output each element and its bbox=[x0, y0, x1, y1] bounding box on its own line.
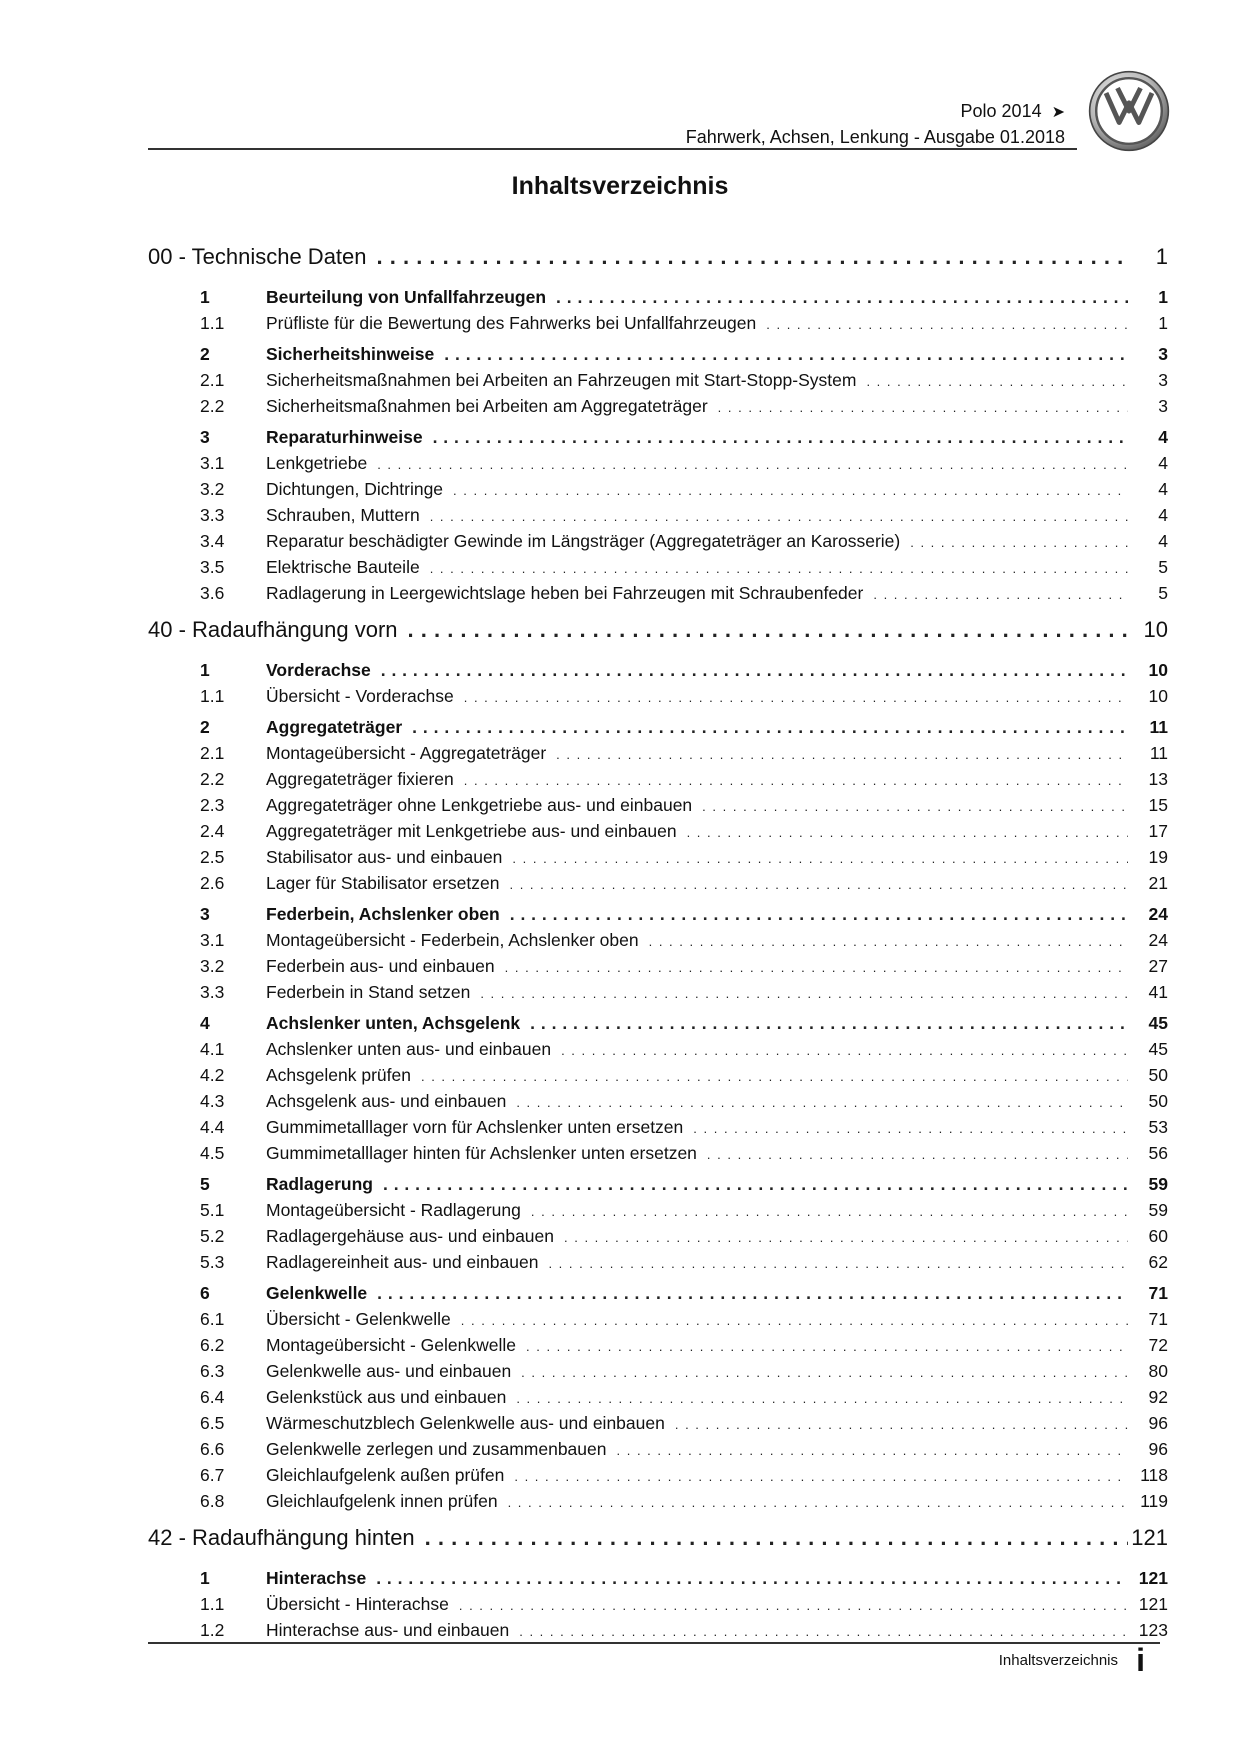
dot-leader bbox=[708, 400, 1128, 415]
toc-subsection-entry-page[interactable]: 27 bbox=[1148, 956, 1168, 976]
toc-subsection-entry[interactable] bbox=[148, 930, 1168, 956]
toc-subsection-entry[interactable] bbox=[148, 769, 1168, 795]
toc-subsection-entry-page[interactable]: 72 bbox=[1148, 1335, 1168, 1355]
dot-leader bbox=[511, 1365, 1128, 1380]
dot-leader bbox=[454, 773, 1128, 788]
toc-subsection-entry[interactable] bbox=[148, 583, 1168, 609]
dot-leader bbox=[504, 1469, 1128, 1484]
toc-subsection-entry-page[interactable]: 60 bbox=[1148, 1226, 1168, 1246]
toc-subsection-entry-number: 3.4 bbox=[200, 531, 225, 551]
toc-chapter-entry[interactable] bbox=[148, 1521, 1168, 1563]
dot-leader bbox=[499, 877, 1128, 892]
toc-subsection-entry-page[interactable]: 11 bbox=[1149, 743, 1168, 763]
toc-section-entry-title[interactable]: Hinterachse bbox=[266, 1568, 367, 1588]
toc-chapter-entry[interactable] bbox=[148, 613, 1168, 655]
footer-divider bbox=[148, 1642, 1160, 1644]
toc-subsection-entry-title[interactable]: Übersicht - Hinterachse bbox=[266, 1594, 449, 1614]
toc-chapter bbox=[148, 1521, 1168, 1646]
toc-subsection-entry-number: 6.4 bbox=[200, 1387, 225, 1407]
toc-subsection-entry-number: 6.8 bbox=[200, 1491, 225, 1511]
toc-section-entry-number: 3 bbox=[200, 904, 210, 924]
dot-leader bbox=[367, 244, 1128, 270]
toc-subsection-entry-page[interactable]: 45 bbox=[1148, 1039, 1168, 1059]
arrow-right-icon: ➤ bbox=[1051, 103, 1065, 121]
toc-subsection-entry[interactable] bbox=[148, 1465, 1168, 1491]
toc-chapter-entry-page[interactable]: 121 bbox=[1131, 1525, 1168, 1550]
toc-subsection-entry-page[interactable]: 123 bbox=[1138, 1620, 1168, 1640]
toc-section-entry[interactable] bbox=[148, 1174, 1168, 1200]
toc-subsection-entry-number: 3.5 bbox=[200, 557, 225, 577]
toc-section-entry-page[interactable]: 3 bbox=[1158, 344, 1168, 364]
toc-subsection-entry-number: 2.4 bbox=[200, 821, 225, 841]
toc-chapter-entry-title[interactable]: 40 - Radaufhängung vorn bbox=[148, 617, 398, 642]
toc-section-entry-number: 1 bbox=[200, 287, 210, 307]
toc-section-entry-number: 1 bbox=[200, 1568, 210, 1588]
toc-subsection-entry-page[interactable]: 1 bbox=[1158, 313, 1168, 333]
dot-leader bbox=[756, 317, 1128, 332]
toc-subsection-entry-title[interactable]: Lenkgetriebe bbox=[266, 453, 368, 473]
toc-section-entry-page[interactable]: 4 bbox=[1158, 427, 1168, 447]
toc-section-entry[interactable] bbox=[148, 1283, 1168, 1309]
dot-leader bbox=[554, 1230, 1128, 1245]
dot-leader bbox=[521, 1204, 1128, 1219]
toc-subsection-entry[interactable] bbox=[148, 956, 1168, 982]
toc-subsection-entry-number: 1.1 bbox=[200, 313, 225, 333]
toc-subsection-entry-number: 4.4 bbox=[200, 1117, 225, 1137]
toc-section-entry-page[interactable]: 71 bbox=[1148, 1283, 1168, 1303]
toc-section-entry[interactable] bbox=[148, 717, 1168, 743]
toc-subsection-entry-page[interactable]: 59 bbox=[1148, 1200, 1168, 1220]
toc-subsection-entry-title[interactable]: Federbein aus- und einbauen bbox=[266, 956, 495, 976]
dot-leader bbox=[498, 1495, 1128, 1510]
toc-chapter-entry-page[interactable]: 10 bbox=[1143, 617, 1168, 642]
toc-subsection-entry-title[interactable]: Federbein in Stand setzen bbox=[266, 982, 471, 1002]
toc-subsection-entry-page[interactable]: 62 bbox=[1148, 1252, 1168, 1272]
page-title: Inhaltsverzeichnis bbox=[511, 172, 729, 200]
toc-section-entry[interactable] bbox=[148, 1013, 1168, 1039]
toc-subsection-entry-title[interactable]: Aggregateträger ohne Lenkgetriebe aus- und einbauen bbox=[266, 795, 693, 815]
toc-subsection-entry-page[interactable]: 56 bbox=[1148, 1143, 1168, 1163]
dot-leader bbox=[373, 1174, 1128, 1195]
dot-leader bbox=[411, 1069, 1128, 1084]
toc-subsection-entry[interactable] bbox=[148, 743, 1168, 769]
toc-subsection-entry-title[interactable]: Sicherheitsmaßnahmen bei Arbeiten am Aggregateträger bbox=[266, 396, 708, 416]
toc-subsection-entry[interactable] bbox=[148, 1226, 1168, 1252]
toc-subsection-entry[interactable] bbox=[148, 505, 1168, 531]
dot-leader bbox=[420, 561, 1128, 576]
toc-subsection-entry-page[interactable]: 17 bbox=[1148, 821, 1168, 841]
toc-subsection-entry-title[interactable]: Elektrische Bauteile bbox=[266, 557, 420, 577]
toc-subsection-entry-page[interactable]: 96 bbox=[1148, 1413, 1168, 1433]
toc-subsection-entry[interactable] bbox=[148, 313, 1168, 339]
dot-leader bbox=[506, 1095, 1128, 1110]
toc-subsection-entry-page[interactable]: 4 bbox=[1158, 505, 1168, 525]
toc-section-entry-title[interactable]: Achslenker unten, Achsgelenk bbox=[266, 1013, 521, 1033]
toc-subsection-entry[interactable] bbox=[148, 1039, 1168, 1065]
toc-subsection-entry-page[interactable]: 118 bbox=[1140, 1465, 1168, 1485]
toc-subsection-entry[interactable] bbox=[148, 1594, 1168, 1620]
toc-section-entry-number: 3 bbox=[200, 427, 210, 447]
toc-subsection-entry-number: 5.1 bbox=[200, 1200, 225, 1220]
toc-subsection-entry-number: 1.2 bbox=[200, 1620, 225, 1640]
toc-subsection-entry-number: 2.1 bbox=[200, 370, 225, 390]
toc-subsection-entry[interactable] bbox=[148, 873, 1168, 899]
toc-subsection-entry-page[interactable]: 19 bbox=[1148, 847, 1168, 867]
table-of-contents bbox=[148, 240, 1168, 1650]
toc-subsection-entry-page[interactable]: 10 bbox=[1148, 686, 1168, 706]
toc-chapter-entry-page[interactable]: 1 bbox=[1155, 244, 1168, 269]
dot-leader bbox=[538, 1256, 1128, 1271]
toc-chapter bbox=[148, 613, 1168, 1517]
toc-chapter-entry-title[interactable]: 00 - Technische Daten bbox=[148, 244, 367, 269]
toc-subsection-entry-page[interactable]: 3 bbox=[1158, 370, 1168, 390]
toc-subsection-entry-title[interactable]: Gelenkstück aus und einbauen bbox=[266, 1387, 507, 1407]
dot-leader bbox=[443, 483, 1128, 498]
dot-leader bbox=[502, 851, 1128, 866]
toc-subsection-entry-number: 2.3 bbox=[200, 795, 225, 815]
toc-subsection-entry-page[interactable]: 53 bbox=[1148, 1117, 1168, 1137]
toc-subsection-entry-title[interactable]: Montageübersicht - Gelenkwelle bbox=[266, 1335, 516, 1355]
toc-subsection-entry-number: 4.5 bbox=[200, 1143, 225, 1163]
toc-subsection-entry-page[interactable]: 21 bbox=[1148, 873, 1168, 893]
toc-subsection-entry[interactable] bbox=[148, 847, 1168, 873]
toc-subsection-entry-page[interactable]: 15 bbox=[1148, 795, 1168, 815]
toc-section-entry[interactable] bbox=[148, 344, 1168, 370]
toc-chapter bbox=[148, 240, 1168, 609]
dot-leader bbox=[470, 986, 1128, 1001]
toc-section-entry-number: 2 bbox=[200, 344, 210, 364]
toc-subsection-entry-title[interactable]: Achsgelenk prüfen bbox=[266, 1065, 411, 1085]
toc-chapter-entry[interactable] bbox=[148, 240, 1168, 282]
toc-subsection-entry-number: 2.2 bbox=[200, 396, 225, 416]
toc-subsection-entry-number: 3.1 bbox=[200, 453, 225, 473]
vw-logo-icon bbox=[1088, 70, 1170, 152]
toc-subsection-entry-number: 5.2 bbox=[200, 1226, 225, 1246]
toc-subsection-entry-number: 6.6 bbox=[200, 1439, 225, 1459]
toc-section-entry-number: 5 bbox=[200, 1174, 210, 1194]
toc-subsection-entry-number: 4.1 bbox=[200, 1039, 225, 1059]
toc-subsection-entry-title[interactable]: Gleichlaufgelenk innen prüfen bbox=[266, 1491, 498, 1511]
toc-subsection-entry-page[interactable]: 119 bbox=[1140, 1491, 1168, 1511]
toc-subsection-entry-title[interactable]: Sicherheitsmaßnahmen bei Arbeiten an Fahrzeugen mit Start-Stopp-System bbox=[266, 370, 857, 390]
toc-subsection-entry[interactable] bbox=[148, 1200, 1168, 1226]
toc-subsection-entry-title[interactable]: Schrauben, Muttern bbox=[266, 505, 420, 525]
dot-leader bbox=[639, 934, 1128, 949]
toc-subsection-entry[interactable] bbox=[148, 479, 1168, 505]
dot-leader bbox=[500, 904, 1128, 925]
toc-subsection-entry-title[interactable]: Lager für Stabilisator ersetzen bbox=[266, 873, 500, 893]
toc-subsection-entry[interactable] bbox=[148, 531, 1168, 557]
toc-chapter-entry-title[interactable]: 42 - Radaufhängung hinten bbox=[148, 1525, 415, 1550]
dot-leader bbox=[371, 660, 1128, 681]
toc-subsection-entry-number: 3.2 bbox=[200, 479, 225, 499]
toc-subsection-entry-page[interactable]: 13 bbox=[1148, 769, 1168, 789]
dot-leader bbox=[509, 1624, 1128, 1639]
dot-leader bbox=[607, 1443, 1129, 1458]
toc-subsection-entry-title[interactable]: Radlagergehäuse aus- und einbauen bbox=[266, 1226, 555, 1246]
toc-subsection-entry-page[interactable]: 121 bbox=[1138, 1594, 1168, 1614]
toc-subsection-entry-number: 6.5 bbox=[200, 1413, 225, 1433]
toc-subsection-entry-title[interactable]: Stabilisator aus- und einbauen bbox=[266, 847, 503, 867]
toc-section-entry-title[interactable]: Radlagerung bbox=[266, 1174, 373, 1194]
footer-page-number: i bbox=[1136, 1642, 1145, 1678]
dot-leader bbox=[546, 287, 1128, 308]
dot-leader bbox=[420, 509, 1128, 524]
toc-subsection-entry-number: 3.2 bbox=[200, 956, 225, 976]
toc-subsection-entry-number: 6.7 bbox=[200, 1465, 225, 1485]
toc-subsection-entry[interactable] bbox=[148, 453, 1168, 479]
header-subtitle: Fahrwerk, Achsen, Lenkung - Ausgabe 01.2018 bbox=[685, 127, 1065, 147]
dot-leader bbox=[367, 1283, 1128, 1304]
toc-subsection-entry-number: 6.3 bbox=[200, 1361, 225, 1381]
dot-leader bbox=[697, 1147, 1128, 1162]
toc-section-entry-title[interactable]: Beurteilung von Unfallfahrzeugen bbox=[266, 287, 547, 307]
toc-subsection-entry-title[interactable]: Übersicht - Gelenkwelle bbox=[266, 1309, 451, 1329]
dot-leader bbox=[366, 1568, 1128, 1589]
toc-subsection-entry-title[interactable]: Montageübersicht - Federbein, Achslenker oben bbox=[266, 930, 639, 950]
toc-subsection-entry-number: 4.2 bbox=[200, 1065, 225, 1085]
toc-subsection-entry-page[interactable]: 5 bbox=[1158, 583, 1168, 603]
toc-subsection-entry-title[interactable]: Gummimetalllager hinten für Achslenker unten ersetzen bbox=[266, 1143, 697, 1163]
toc-subsection-entry-number: 3.3 bbox=[200, 505, 225, 525]
dot-leader bbox=[900, 535, 1128, 550]
toc-subsection-entry-number: 6.1 bbox=[200, 1309, 225, 1329]
toc-subsection-entry[interactable] bbox=[148, 1439, 1168, 1465]
toc-subsection-entry-title[interactable]: Aggregateträger fixieren bbox=[266, 769, 454, 789]
toc-subsection-entry-page[interactable]: 4 bbox=[1158, 453, 1168, 473]
toc-subsection-entry[interactable] bbox=[148, 557, 1168, 583]
toc-subsection-entry[interactable] bbox=[148, 795, 1168, 821]
toc-subsection-entry[interactable] bbox=[148, 1252, 1168, 1278]
dot-leader bbox=[665, 1417, 1128, 1432]
toc-subsection-entry-title[interactable]: Prüfliste für die Bewertung des Fahrwerks bei Unfallfahrzeugen bbox=[266, 313, 757, 333]
toc-section-entry-title[interactable]: Aggregateträger bbox=[266, 717, 403, 737]
toc-section-entry[interactable] bbox=[148, 904, 1168, 930]
toc-subsection-entry[interactable] bbox=[148, 686, 1168, 712]
toc-subsection-entry[interactable] bbox=[148, 1091, 1168, 1117]
toc-subsection-entry[interactable] bbox=[148, 821, 1168, 847]
toc-subsection-entry[interactable] bbox=[148, 1143, 1168, 1169]
dot-leader bbox=[516, 1339, 1128, 1354]
toc-subsection-entry-page[interactable]: 50 bbox=[1148, 1091, 1168, 1111]
toc-subsection-entry-title[interactable]: Gummimetalllager vorn für Achslenker unten ersetzen bbox=[266, 1117, 684, 1137]
toc-section-entry[interactable] bbox=[148, 660, 1168, 686]
toc-subsection-entry[interactable] bbox=[148, 1065, 1168, 1091]
dot-leader bbox=[683, 1121, 1128, 1136]
toc-subsection-entry-title[interactable]: Achsgelenk aus- und einbauen bbox=[266, 1091, 507, 1111]
toc-section-entry-title[interactable]: Vorderachse bbox=[266, 660, 371, 680]
dot-leader bbox=[423, 427, 1128, 448]
toc-subsection-entry-title[interactable]: Gleichlaufgelenk außen prüfen bbox=[266, 1465, 505, 1485]
toc-subsection-entry-number: 3.3 bbox=[200, 982, 225, 1002]
toc-subsection-entry[interactable] bbox=[148, 1117, 1168, 1143]
dot-leader bbox=[454, 690, 1128, 705]
header-divider bbox=[148, 148, 1077, 150]
dot-leader bbox=[398, 617, 1128, 643]
toc-subsection-entry-title[interactable]: Reparatur beschädigter Gewinde im Längsträger (Aggregateträger an Karosserie) bbox=[266, 531, 901, 551]
toc-subsection-entry[interactable] bbox=[148, 1491, 1168, 1517]
toc-subsection-entry-page[interactable]: 4 bbox=[1158, 479, 1168, 499]
toc-subsection-entry[interactable] bbox=[148, 1361, 1168, 1387]
toc-subsection-entry-title[interactable]: Gelenkwelle zerlegen und zusammenbauen bbox=[266, 1439, 607, 1459]
toc-section-entry-page[interactable]: 121 bbox=[1138, 1568, 1168, 1588]
toc-subsection-entry-number: 2.6 bbox=[200, 873, 225, 893]
toc-subsection-entry-page[interactable]: 80 bbox=[1148, 1361, 1168, 1381]
toc-subsection-entry-number: 1.1 bbox=[200, 686, 225, 706]
toc-section-entry-title[interactable]: Reparaturhinweise bbox=[266, 427, 423, 447]
toc-subsection-entry[interactable] bbox=[148, 982, 1168, 1008]
toc-subsection-entry-page[interactable]: 71 bbox=[1148, 1309, 1168, 1329]
toc-section-entry-title[interactable]: Sicherheitshinweise bbox=[266, 344, 435, 364]
toc-section-entry-number: 1 bbox=[200, 660, 210, 680]
dot-leader bbox=[692, 799, 1128, 814]
dot-leader bbox=[863, 587, 1128, 602]
toc-subsection-entry-page[interactable]: 4 bbox=[1158, 531, 1168, 551]
toc-subsection-entry-number: 1.1 bbox=[200, 1594, 225, 1614]
toc-section-entry-page[interactable]: 1 bbox=[1158, 287, 1168, 307]
toc-section-entry-number: 4 bbox=[200, 1013, 210, 1033]
dot-leader bbox=[506, 1391, 1128, 1406]
dot-leader bbox=[546, 747, 1128, 762]
dot-leader bbox=[402, 717, 1128, 738]
toc-subsection-entry-page[interactable]: 50 bbox=[1148, 1065, 1168, 1085]
toc-subsection-entry[interactable] bbox=[148, 396, 1168, 422]
toc-section-entry[interactable] bbox=[148, 287, 1168, 313]
dot-leader bbox=[449, 1598, 1128, 1613]
toc-section-entry-number: 6 bbox=[200, 1283, 210, 1303]
toc-subsection-entry[interactable] bbox=[148, 370, 1168, 396]
toc-subsection-entry-title[interactable]: Aggregateträger mit Lenkgetriebe aus- und einbauen bbox=[266, 821, 677, 841]
toc-section-entry-page[interactable]: 45 bbox=[1148, 1013, 1168, 1033]
toc-section-entry-title[interactable]: Federbein, Achslenker oben bbox=[266, 904, 500, 924]
toc-subsection-entry-number: 5.3 bbox=[200, 1252, 225, 1272]
toc-subsection-entry-title[interactable]: Wärmeschutzblech Gelenkwelle aus- und einbauen bbox=[266, 1413, 665, 1433]
toc-subsection-entry[interactable] bbox=[148, 1387, 1168, 1413]
dot-leader bbox=[451, 1313, 1128, 1328]
dot-leader bbox=[856, 374, 1128, 389]
dot-leader bbox=[677, 825, 1128, 840]
toc-subsection-entry-number: 6.2 bbox=[200, 1335, 225, 1355]
dot-leader bbox=[495, 960, 1128, 975]
toc-section-entry-number: 2 bbox=[200, 717, 210, 737]
toc-subsection-entry-title[interactable]: Montageübersicht - Radlagerung bbox=[266, 1200, 521, 1220]
toc-subsection-entry[interactable] bbox=[148, 1335, 1168, 1361]
toc-subsection-entry-title[interactable]: Montageübersicht - Aggregateträger bbox=[266, 743, 547, 763]
toc-section-entry-page[interactable]: 10 bbox=[1148, 660, 1168, 680]
toc-subsection-entry-title[interactable]: Achslenker unten aus- und einbauen bbox=[266, 1039, 552, 1059]
toc-subsection-entry-number: 2.1 bbox=[200, 743, 225, 763]
toc-subsection-entry-title[interactable]: Radlagereinheit aus- und einbauen bbox=[266, 1252, 539, 1272]
toc-subsection-entry-page[interactable]: 24 bbox=[1148, 930, 1168, 950]
dot-leader bbox=[551, 1043, 1128, 1058]
toc-subsection-entry-title[interactable]: Hinterachse aus- und einbauen bbox=[266, 1620, 510, 1640]
toc-subsection-entry-number: 3.6 bbox=[200, 583, 225, 603]
toc-subsection-entry-page[interactable]: 41 bbox=[1148, 982, 1168, 1002]
page-header bbox=[0, 0, 1240, 160]
toc-subsection-entry-title[interactable]: Übersicht - Vorderachse bbox=[266, 686, 454, 706]
dot-leader bbox=[415, 1525, 1128, 1551]
toc-subsection-entry-page[interactable]: 96 bbox=[1148, 1439, 1168, 1459]
footer-label: Inhaltsverzeichnis bbox=[998, 1652, 1118, 1669]
toc-subsection-entry[interactable] bbox=[148, 1413, 1168, 1439]
toc-section-entry-page[interactable]: 24 bbox=[1148, 904, 1168, 924]
toc-section-entry-page[interactable]: 59 bbox=[1148, 1174, 1168, 1194]
toc-section-entry[interactable] bbox=[148, 1568, 1168, 1594]
dot-leader bbox=[367, 457, 1128, 472]
toc-subsection-entry-page[interactable]: 5 bbox=[1158, 557, 1168, 577]
toc-subsection-entry-number: 3.1 bbox=[200, 930, 225, 950]
toc-subsection-entry-number: 4.3 bbox=[200, 1091, 225, 1111]
toc-subsection-entry-title[interactable]: Gelenkwelle aus- und einbauen bbox=[266, 1361, 512, 1381]
dot-leader bbox=[520, 1013, 1128, 1034]
toc-subsection-entry-title[interactable]: Dichtungen, Dichtringe bbox=[266, 479, 444, 499]
toc-subsection-entry-number: 2.2 bbox=[200, 769, 225, 789]
toc-subsection-entry-number: 2.5 bbox=[200, 847, 225, 867]
dot-leader bbox=[434, 344, 1128, 365]
header-model bbox=[961, 101, 1065, 122]
toc-section-entry-page[interactable]: 11 bbox=[1149, 717, 1168, 737]
toc-section-entry[interactable] bbox=[148, 427, 1168, 453]
toc-subsection-entry-page[interactable]: 92 bbox=[1148, 1387, 1168, 1407]
header-model-text: Polo 2014 bbox=[960, 101, 1042, 121]
toc-section-entry-title[interactable]: Gelenkwelle bbox=[266, 1283, 368, 1303]
toc-subsection-entry-page[interactable]: 3 bbox=[1158, 396, 1168, 416]
toc-subsection-entry-title[interactable]: Radlagerung in Leergewichtslage heben bei Fahrzeugen mit Schraubenfeder bbox=[266, 583, 864, 603]
toc-subsection-entry[interactable] bbox=[148, 1309, 1168, 1335]
